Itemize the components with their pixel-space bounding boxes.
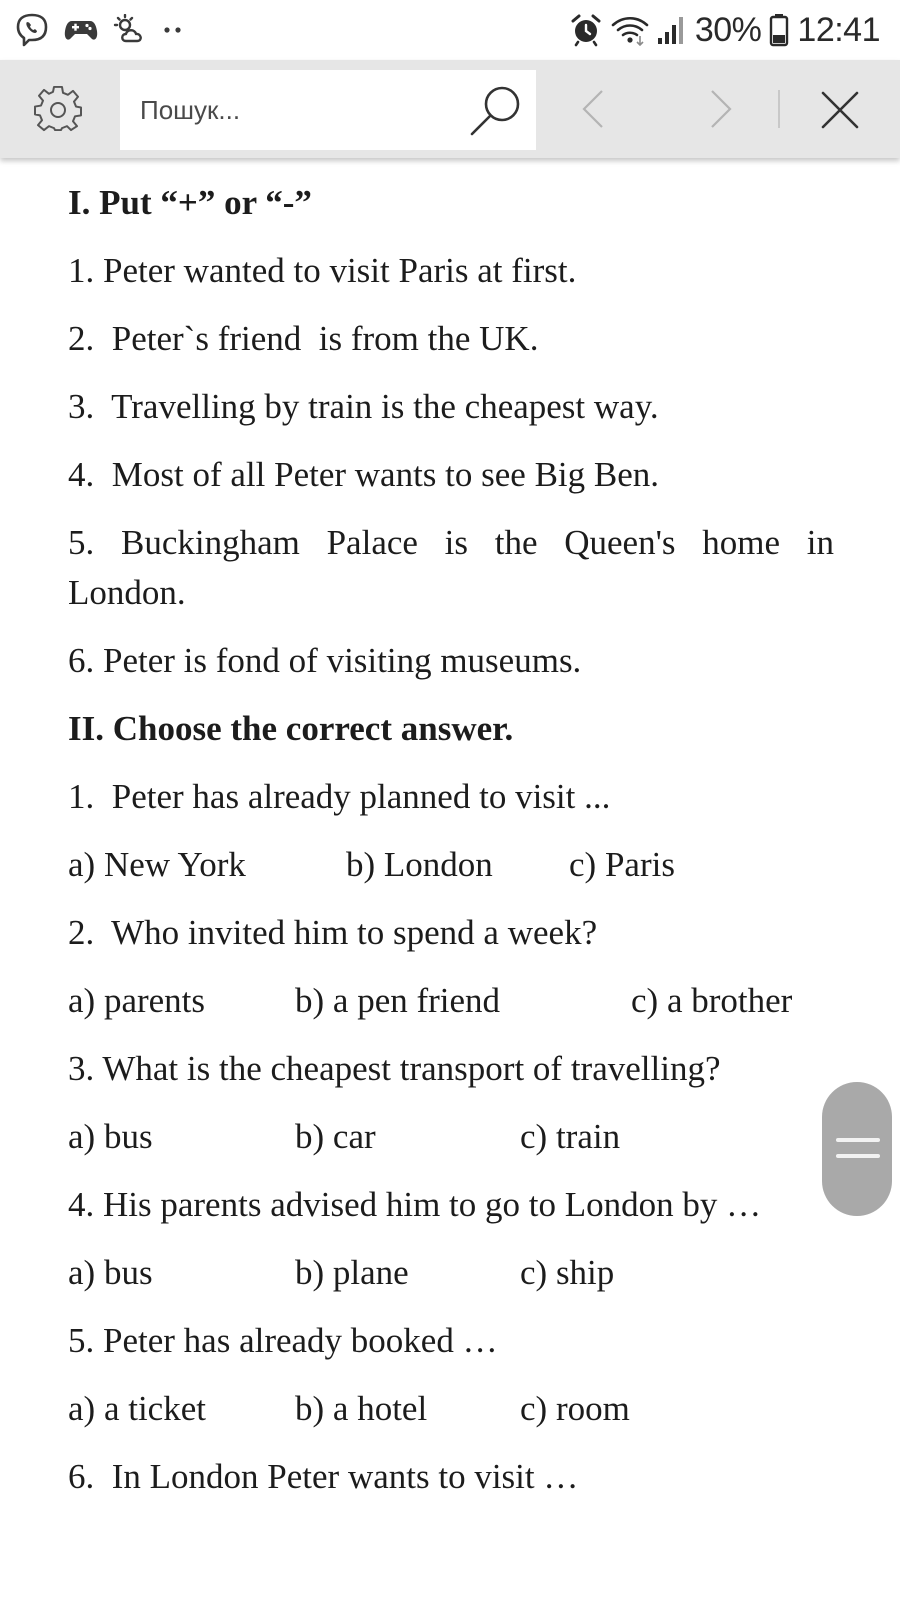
status-bar [0, 0, 900, 60]
statement-2: 2. Peter`s friend is from the UK. [68, 319, 539, 358]
section-1-heading: I. Put “+” or “-” [68, 183, 312, 222]
system-status [569, 8, 880, 52]
weather-icon [112, 14, 148, 46]
previous-result-button[interactable] [578, 88, 608, 130]
more-dots-icon [162, 24, 184, 36]
option-a: a) bus [68, 1117, 153, 1156]
option-c: c) a brother [631, 981, 793, 1020]
option-c: c) Paris [569, 845, 675, 884]
wifi-icon [611, 14, 649, 46]
toolbar-divider [778, 90, 780, 128]
search-input[interactable] [140, 70, 450, 150]
option-c: c) ship [520, 1253, 615, 1292]
option-a: a) a ticket [68, 1389, 206, 1428]
statement-1: 1. Peter wanted to visit Paris at first. [68, 251, 577, 290]
answer-options-1 [68, 840, 834, 890]
question-1: 1. Peter has already planned to visit ... [68, 777, 611, 816]
question-5: 5. Peter has already booked … [68, 1321, 498, 1360]
settings-button[interactable] [34, 85, 82, 133]
question-4: 4. His parents advised him to go to London by … [68, 1185, 762, 1224]
option-b: b) plane [295, 1253, 409, 1292]
search-toolbar [0, 60, 900, 158]
question-2: 2. Who invited him to spend a week? [68, 913, 598, 952]
search-icon [468, 82, 526, 140]
option-b: b) a pen friend [295, 981, 501, 1020]
fast-scroll-handle[interactable] [822, 1082, 892, 1216]
statement-3: 3. Travelling by train is the cheapest way. [68, 387, 659, 426]
alarm-icon [569, 13, 603, 47]
option-c: c) train [520, 1117, 621, 1156]
chevron-right-icon [706, 88, 736, 130]
grip-line [836, 1138, 880, 1142]
option-a: a) parents [68, 981, 206, 1020]
battery-icon [769, 13, 789, 47]
option-a: a) New York [68, 845, 246, 884]
battery-percent: 30% [694, 10, 762, 49]
answer-options-4 [68, 1248, 834, 1298]
option-b: b) a hotel [295, 1389, 428, 1428]
answer-options-2 [68, 976, 834, 1026]
option-a: a) bus [68, 1253, 153, 1292]
option-b: b) car [295, 1117, 376, 1156]
question-6: 6. In London Peter wants to visit … [68, 1457, 579, 1496]
next-result-button[interactable] [706, 88, 736, 130]
answer-options-3 [68, 1112, 834, 1162]
gear-icon [34, 85, 82, 133]
close-search-button[interactable] [820, 90, 860, 130]
gamepad-icon [64, 16, 98, 44]
notification-icons [14, 10, 184, 50]
option-c: c) room [520, 1389, 630, 1428]
clock: 12:41 [797, 10, 880, 49]
statement-4: 4. Most of all Peter wants to see Big Ben. [68, 455, 660, 494]
option-b: b) London [346, 845, 493, 884]
search-box [120, 70, 536, 150]
search-button[interactable] [468, 82, 526, 140]
viber-icon [14, 12, 50, 48]
close-icon [820, 90, 860, 130]
statement-6: 6. Peter is fond of visiting museums. [68, 641, 582, 680]
answer-options-5 [68, 1384, 834, 1434]
statement-5: 5. Buckingham Palace is the Queen's home in London. [68, 523, 834, 612]
question-3: 3. What is the cheapest transport of travelling? [68, 1049, 721, 1088]
document-content [68, 178, 834, 1520]
signal-icon [657, 14, 687, 46]
section-2-heading: II. Choose the correct answer. [68, 709, 514, 748]
chevron-left-icon [578, 88, 608, 130]
grip-line [836, 1154, 880, 1158]
